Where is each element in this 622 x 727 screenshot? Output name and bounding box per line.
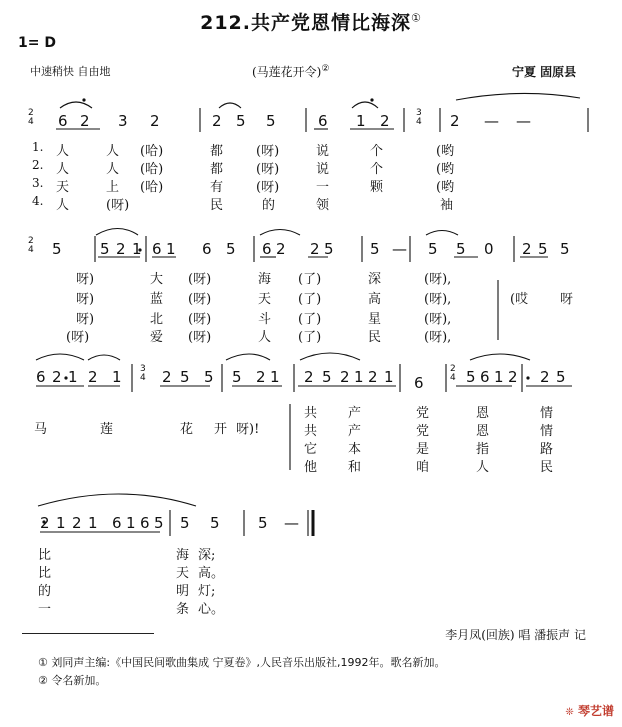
note: 5 — [232, 368, 242, 386]
lyric: 民 — [540, 460, 554, 475]
dash: — — [284, 514, 299, 532]
performer-credit: 李月凤(回族) 唱 潘振声 记 — [445, 628, 586, 642]
dash: — — [484, 112, 499, 130]
lyric: 都 — [210, 162, 224, 177]
time-signature-2-4: 2 4 — [28, 108, 34, 127]
note: 1 — [132, 240, 142, 258]
note: 2 — [508, 368, 518, 386]
note: 2 — [340, 368, 350, 386]
lyric: (了) — [298, 330, 322, 345]
note: 2 — [40, 514, 50, 532]
lyric: (了) — [298, 272, 322, 287]
lyric: 心。 — [198, 602, 225, 617]
lyric: 呀)! — [236, 422, 260, 437]
lyric: 北 — [150, 312, 164, 327]
lyric: (呀) — [188, 272, 212, 287]
lyric: 人 — [56, 144, 70, 159]
lyric: 民 — [210, 198, 224, 213]
lyric: 条 — [176, 602, 190, 617]
lyric: 有 — [210, 180, 224, 195]
note: 5 — [226, 240, 236, 258]
lyric: 人 — [476, 460, 490, 475]
tempo-marking: 中速稍快 自由地 — [30, 65, 111, 78]
lyric: 产 — [348, 424, 362, 439]
note: 2 — [150, 112, 160, 130]
lyric: 大 — [150, 272, 164, 287]
note: 6 — [112, 514, 122, 532]
lyric: 共 — [304, 406, 318, 421]
lyric: (呀) — [256, 180, 280, 195]
footnote-2: ② 令名新加。 — [38, 674, 107, 687]
note: 5 — [456, 240, 466, 258]
note: 6 — [262, 240, 272, 258]
note: 2 — [52, 368, 62, 386]
note: 5 — [210, 514, 220, 532]
key-signature: 1= D — [18, 35, 56, 51]
lyric: 海 — [258, 272, 272, 287]
lyric: 袖 — [440, 198, 454, 213]
note: 5 — [180, 368, 190, 386]
lyric: (呀) — [188, 292, 212, 307]
lyric: 产 — [348, 406, 362, 421]
note: 2 — [380, 112, 390, 130]
lyric: 说 — [316, 144, 330, 159]
note: 6 — [36, 368, 46, 386]
lyric-aside: (哎 — [510, 292, 529, 307]
lyric: 灯; — [198, 584, 216, 599]
lyric: (呀), — [424, 312, 452, 327]
note: 1 — [494, 368, 504, 386]
note: 5 — [266, 112, 276, 130]
verse-number: 1. — [32, 140, 44, 154]
lyric: 比 — [38, 548, 52, 563]
lyric: 马 — [34, 422, 48, 437]
note: 6 — [140, 514, 150, 532]
note: 2 — [116, 240, 126, 258]
note: 6 — [414, 374, 424, 392]
lyric: 天 — [56, 180, 70, 195]
lyric: 情 — [540, 424, 554, 439]
lyric: 莲 — [100, 422, 114, 437]
lyric: 指 — [476, 442, 490, 457]
lyric: (呀) — [66, 330, 90, 345]
note: 5 — [180, 514, 190, 532]
note: 2 — [304, 368, 314, 386]
note: 5 — [154, 514, 164, 532]
lyric: 呀) — [76, 272, 95, 287]
lyric: (呀) — [256, 162, 280, 177]
note: 1 — [88, 514, 98, 532]
note: 1 — [270, 368, 280, 386]
lyric: 都 — [210, 144, 224, 159]
note: 1 — [356, 112, 366, 130]
lyric: (哟 — [436, 162, 455, 177]
lyric: 爱 — [150, 330, 164, 345]
note: 1 — [384, 368, 394, 386]
note: 2 — [522, 240, 532, 258]
note: 1 — [68, 368, 78, 386]
dash: — — [392, 240, 407, 258]
note: 2 — [450, 112, 460, 130]
lyric: (呀), — [424, 272, 452, 287]
lyric: 开 — [214, 422, 228, 437]
note: 5 — [324, 240, 334, 258]
tune-subtitle: (马莲花开令)② — [252, 64, 330, 79]
time-signature-3-4: 3 4 — [416, 108, 422, 127]
lyric: 人 — [56, 162, 70, 177]
verse-number: 3. — [32, 176, 44, 190]
lyric: 天 — [176, 566, 190, 581]
lyric: (呀) — [188, 312, 212, 327]
lyric: 人 — [106, 162, 120, 177]
lyric: (哈) — [140, 180, 164, 195]
dash: — — [516, 112, 531, 130]
lyric: 恩 — [476, 406, 490, 421]
note: 5 — [466, 368, 476, 386]
note: 0 — [484, 240, 494, 258]
note: 5 — [52, 240, 62, 258]
note: 5 — [100, 240, 110, 258]
verse-number: 4. — [32, 194, 44, 208]
lyric: (哟 — [436, 144, 455, 159]
note: 5 — [428, 240, 438, 258]
time-signature-2-4: 2 4 — [28, 236, 34, 255]
footnote-1: ① 刘同声主编:《中国民间歌曲集成 宁夏卷》,人民音乐出版社,1992年。歌名新加。 — [38, 656, 446, 669]
lyric: 天 — [258, 292, 272, 307]
logo-icon: ❊ — [565, 707, 574, 718]
note: 6 — [202, 240, 212, 258]
note: 5 — [236, 112, 246, 130]
note: 5 — [322, 368, 332, 386]
note: 2 — [276, 240, 286, 258]
footnote-divider — [22, 633, 154, 634]
lyric: 共 — [304, 424, 318, 439]
note: 2 — [256, 368, 266, 386]
lyric: 个 — [370, 162, 384, 177]
note: 6 — [152, 240, 162, 258]
note: 3 — [118, 112, 128, 130]
note: 2 — [80, 112, 90, 130]
note: 1 — [354, 368, 364, 386]
note: 2 — [88, 368, 98, 386]
lyric: 党 — [416, 406, 430, 421]
note: 2 — [162, 368, 172, 386]
lyric: 人 — [106, 144, 120, 159]
note: 2 — [310, 240, 320, 258]
lyric: (哈) — [140, 162, 164, 177]
lyric: 和 — [348, 460, 362, 475]
lyric: 路 — [540, 442, 554, 457]
lyric: (呀), — [424, 330, 452, 345]
lyric-aside: 呀 — [560, 292, 574, 307]
lyric: (哈) — [140, 144, 164, 159]
song-title: 212.共产党恩情比海深① — [200, 11, 422, 34]
lyric: (了) — [298, 312, 322, 327]
lyric: 蓝 — [150, 292, 164, 307]
note: 1 — [112, 368, 122, 386]
song-region: 宁夏 固原县 — [512, 65, 577, 79]
lyric: 高 — [368, 292, 382, 307]
verse-number: 2. — [32, 158, 44, 172]
lyric: 颗 — [370, 180, 384, 195]
lyric: 它 — [304, 442, 318, 457]
lyric: 呀) — [76, 312, 95, 327]
lyric: 人 — [56, 198, 70, 213]
note: 6 — [58, 112, 68, 130]
note: 5 — [556, 368, 566, 386]
lyric: 人 — [258, 330, 272, 345]
note: 5 — [204, 368, 214, 386]
lyric: 一 — [38, 602, 52, 617]
lyric: 星 — [368, 312, 382, 327]
note: 5 — [538, 240, 548, 258]
lyric: 呀) — [76, 292, 95, 307]
lyric: 民 — [368, 330, 382, 345]
lyric: 斗 — [258, 312, 272, 327]
note: 1 — [126, 514, 136, 532]
note: 2 — [212, 112, 222, 130]
note: 5 — [370, 240, 380, 258]
lyric: 海 — [176, 548, 190, 563]
lyric: (呀) — [256, 144, 280, 159]
watermark-logo — [565, 702, 614, 719]
lyric: 一 — [316, 180, 330, 195]
time-signature-3-4: 3 4 — [140, 364, 146, 383]
lyric: (呀) — [106, 198, 130, 213]
logo-text: 琴艺谱 — [577, 704, 614, 718]
lyric: (了) — [298, 292, 322, 307]
note: 6 — [318, 112, 328, 130]
lyric: 高。 — [198, 566, 225, 581]
lyric: 花 — [180, 422, 194, 437]
note: 2 — [540, 368, 550, 386]
note: 1 — [56, 514, 66, 532]
note: 1 — [166, 240, 176, 258]
lyric: (哟 — [436, 180, 455, 195]
lyric: 恩 — [476, 424, 490, 439]
lyric: 个 — [370, 144, 384, 159]
note: 2 — [72, 514, 82, 532]
lyric: (呀), — [424, 292, 452, 307]
note: 6 — [480, 368, 490, 386]
lyric: 明 — [176, 584, 190, 599]
lyric: 领 — [316, 198, 330, 213]
lyric: 党 — [416, 424, 430, 439]
lyric: 的 — [38, 584, 52, 599]
lyric: 深; — [198, 548, 216, 563]
lyric: 他 — [304, 460, 318, 475]
lyric: 上 — [106, 180, 120, 195]
note: 5 — [560, 240, 570, 258]
note: 5 — [258, 514, 268, 532]
note: 2 — [368, 368, 378, 386]
lyric: 说 — [316, 162, 330, 177]
lyric: 咱 — [416, 460, 430, 475]
lyric: 情 — [540, 406, 554, 421]
lyric: 的 — [262, 198, 276, 213]
time-signature-2-4: 2 4 — [450, 364, 456, 383]
lyric: 本 — [348, 442, 362, 457]
lyric: 深 — [368, 272, 382, 287]
lyric: 比 — [38, 566, 52, 581]
lyric: (呀) — [188, 330, 212, 345]
lyric: 是 — [416, 442, 430, 457]
